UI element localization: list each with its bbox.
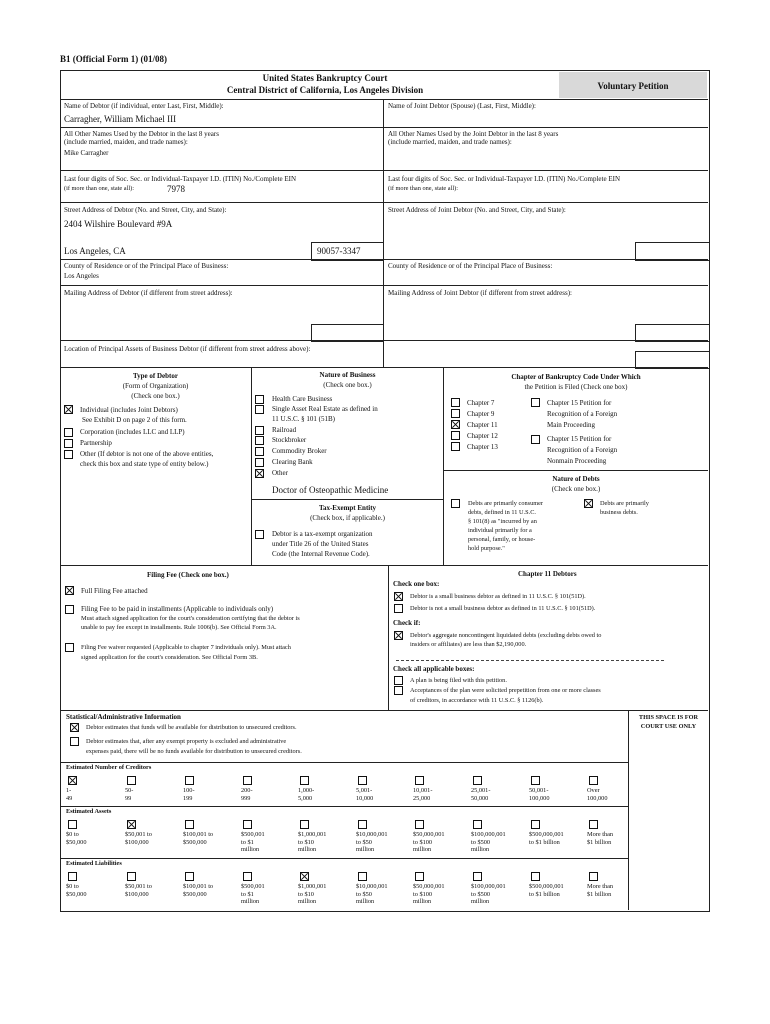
full-fee-checkbox[interactable] [65, 586, 74, 595]
chapter-15-nonmain-label-2: Recognition of a Foreign [547, 446, 618, 454]
creditors-option-3-label: 200- [241, 787, 253, 794]
corporation-label: Corporation (includes LLC and LLP) [80, 428, 185, 436]
not-small-business-checkbox[interactable] [394, 604, 403, 613]
plan-filed-label: A plan is being filed with this petition. [410, 677, 507, 684]
tax-exempt-sub: (Check box, if applicable.) [310, 514, 385, 522]
debtor-other-names-label: All Other Names Used by the Debtor in the last 8 years [64, 130, 219, 138]
liabilities-option-8-checkbox[interactable] [531, 872, 540, 881]
assets-option-2-checkbox[interactable] [185, 820, 194, 829]
chapter-11-checkbox[interactable] [451, 420, 460, 429]
assets-option-4-label: million [298, 846, 317, 853]
creditors-option-5-label: 10,000 [356, 794, 374, 802]
other-entity-note: check this box and state type of entity below.) [80, 460, 209, 468]
chapter-7-label: Chapter 7 [467, 399, 495, 407]
liabilities-option-1-label: $100,000 [125, 890, 149, 898]
liabilities-option-3-label: million [241, 898, 260, 905]
railroad-label: Railroad [272, 426, 297, 434]
liabilities-option-4-checkbox[interactable] [300, 872, 309, 881]
health-care-checkbox[interactable] [255, 395, 264, 404]
liabilities-option-3-checkbox[interactable] [243, 872, 252, 881]
filing-fee-title: Filing Fee (Check one box.) [147, 571, 229, 579]
other-entity-label: Other (If debtor is not one of the above entities, [80, 450, 214, 458]
liabilities-option-3-label: $500,001 [241, 883, 265, 890]
nature-of-debts-sub: (Check one box.) [551, 485, 601, 493]
liabilities-option-0-checkbox[interactable] [68, 872, 77, 881]
creditors-option-8-label: 50,001- [529, 787, 549, 794]
creditors-option-6-label: 10,001- [413, 787, 433, 794]
other-entity-checkbox[interactable] [64, 450, 73, 459]
creditors-grid [60, 762, 628, 806]
assets-option-3-label: to $1 [241, 838, 254, 846]
installments-label: Filing Fee to be paid in installments (Applicable to individuals only) [81, 605, 274, 613]
clearing-bank-checkbox[interactable] [255, 458, 264, 467]
chapter11-check-all: Check all applicable boxes: [393, 665, 475, 673]
aggregate-debts-checkbox[interactable] [394, 631, 403, 640]
chapter-13-label: Chapter 13 [467, 443, 498, 451]
railroad-checkbox[interactable] [255, 426, 264, 435]
liabilities-option-2-label: $100,001 to [183, 883, 214, 890]
assets-option-3-checkbox[interactable] [243, 820, 252, 829]
consumer-debts-2: debts, defined in 11 U.S.C. [468, 509, 536, 516]
joint-other-names-label: All Other Names Used by the Joint Debtor in the last 8 years [388, 130, 559, 138]
assets-option-3-label: million [241, 846, 260, 853]
debtor-tax-id: 7978 [167, 184, 185, 194]
consumer-debts-1: Debts are primarily consumer [468, 500, 544, 507]
aggregate-debts-2: insiders or affiliates) are less than $2,190,000. [410, 641, 527, 648]
creditors-option-0-label: 1- [66, 787, 72, 794]
chapter-15-main-label: Chapter 15 Petition for [547, 399, 612, 407]
creditors-option-1-label: 50- [125, 787, 134, 794]
nature-of-business-title: Nature of Business [319, 371, 376, 379]
stockbroker-checkbox[interactable] [255, 436, 264, 445]
assets-grid [60, 806, 628, 858]
assets-option-2-label: $500,000 [183, 838, 207, 846]
assets-option-0-label: $50,000 [66, 838, 87, 846]
assets-option-4-checkbox[interactable] [300, 820, 309, 829]
assets-option-6-checkbox[interactable] [415, 820, 424, 829]
consumer-debts-4: individual primarily for a [468, 527, 532, 534]
liabilities-option-2-checkbox[interactable] [185, 872, 194, 881]
assets-option-4-label: $1,000,001 [298, 831, 327, 838]
chapter-13-checkbox[interactable] [451, 442, 460, 451]
chapter-title: Chapter of Bankruptcy Code Under Which [511, 373, 641, 381]
creditors-option-0-label: 49 [66, 794, 73, 802]
assets-title: Estimated Assets [66, 808, 112, 815]
liabilities-title: Estimated Liabilities [66, 860, 122, 867]
other-business-value: Doctor of Osteopathic Medicine [272, 485, 389, 495]
liabilities-option-0-label: $50,000 [66, 890, 87, 898]
installments-note-1: Must attach signed application for the court's consideration certifying that the debtor is [81, 615, 300, 622]
liabilities-option-7-label: to $500 [471, 890, 491, 898]
debtor-name-label: Name of Debtor (if individual, enter Last, First, Middle): [64, 102, 224, 110]
chapter-15-main-label-2: Recognition of a Foreign [547, 410, 618, 418]
partnership-label: Partnership [80, 439, 112, 447]
assets-option-8-label: $500,000,001 [529, 831, 564, 838]
other-business-label: Other [272, 469, 288, 477]
liabilities-option-5-label: to $50 [356, 890, 372, 898]
liabilities-option-6-checkbox[interactable] [415, 872, 424, 881]
other-business-checkbox[interactable] [255, 469, 264, 478]
assets-option-4-label: to $10 [298, 838, 314, 846]
chapter-11-label: Chapter 11 [467, 421, 498, 429]
joint-tax-label-2: (if more than one, state all): [388, 185, 458, 192]
debtor-tax-label-2: (if more than one, state all): [64, 185, 134, 192]
chapter-7-checkbox[interactable] [451, 398, 460, 407]
liabilities-option-6-label: $50,000,001 [413, 883, 445, 890]
no-funds-label-1: Debtor estimates that, after any exempt property is excluded and administrative [86, 738, 287, 745]
chapter-12-checkbox[interactable] [451, 431, 460, 440]
individual-note: See Exhibit D on page 2 of this form. [82, 416, 187, 424]
debtor-street: 2404 Wilshire Boulevard #9A [64, 219, 173, 229]
location-label: Location of Principal Assets of Business Debtor (if different from street address above): [64, 345, 311, 353]
assets-option-1-label: $50,001 to [125, 831, 152, 838]
creditors-option-5-label: 5,001- [356, 787, 373, 794]
tax-exempt-title: Tax-Exempt Entity [318, 504, 377, 512]
liabilities-option-9-label: More than [587, 883, 614, 890]
installments-checkbox[interactable] [65, 605, 74, 614]
creditors-option-9-checkbox[interactable] [589, 776, 598, 785]
assets-option-3-label: $500,001 [241, 831, 265, 838]
court-use-2: COURT USE ONLY [640, 723, 697, 730]
creditors-option-7-checkbox[interactable] [473, 776, 482, 785]
assets-option-9-checkbox[interactable] [589, 820, 598, 829]
assets-option-5-label: million [356, 846, 375, 853]
single-asset-label: Single Asset Real Estate as defined in [272, 405, 378, 413]
creditors-option-3-label: 999 [241, 794, 251, 802]
assets-option-1-checkbox[interactable] [127, 820, 136, 829]
consumer-debts-checkbox[interactable] [451, 499, 460, 508]
liabilities-option-0-label: $0 to [66, 883, 79, 890]
tax-exempt-checkbox[interactable] [255, 530, 264, 539]
creditors-option-9-label: Over [587, 787, 600, 794]
liabilities-option-4-label: million [298, 898, 317, 905]
liabilities-option-8-label: $500,000,001 [529, 883, 564, 890]
court-district: Central District of California, Los Angeles Division [226, 85, 424, 95]
chapter11-dashed-divider [396, 660, 664, 661]
joint-tax-label: Last four digits of Soc. Sec. or Individual-Taxpayer I.D. (ITIN) No./Complete EIN [388, 175, 621, 183]
liabilities-option-9-label: $1 billion [587, 890, 612, 898]
chapter-15-main-checkbox[interactable] [531, 398, 540, 407]
assets-option-7-label: $100,000,001 [471, 831, 506, 838]
creditors-option-8-label: 100,000 [529, 794, 550, 802]
acceptances-label-2: of creditors, in accordance with 11 U.S.C. § 1126(b). [410, 697, 544, 704]
chapter-9-label: Chapter 9 [467, 410, 495, 418]
liabilities-option-1-checkbox[interactable] [127, 872, 136, 881]
assets-option-5-checkbox[interactable] [358, 820, 367, 829]
debtor-street-label: Street Address of Debtor (No. and Street, City, and State): [64, 206, 227, 214]
debtor-zip: 90057-3347 [317, 246, 361, 256]
liabilities-option-5-label: $10,000,001 [356, 883, 388, 890]
liabilities-option-6-label: to $100 [413, 890, 433, 898]
business-debts-2: business debts. [600, 509, 638, 516]
creditors-option-6-label: 25,000 [413, 794, 431, 802]
acceptances-checkbox[interactable] [394, 686, 403, 695]
debtor-county: Los Angeles [64, 272, 99, 280]
no-funds-checkbox[interactable] [70, 737, 79, 746]
creditors-option-3-checkbox[interactable] [243, 776, 252, 785]
debtor-tax-label: Last four digits of Soc. Sec. or Individual-Taxpayer I.D. (ITIN) No./Complete EIN [64, 175, 297, 183]
assets-option-7-label: million [471, 846, 490, 853]
court-title: United States Bankruptcy Court [262, 73, 388, 83]
full-fee-label: Full Filing Fee attached [81, 587, 148, 595]
chapter-15-nonmain-label-3: Nonmain Proceeding [547, 457, 607, 465]
creditors-option-7-label: 50,000 [471, 794, 489, 802]
liabilities-option-5-checkbox[interactable] [358, 872, 367, 881]
assets-option-1-label: $100,000 [125, 838, 149, 846]
nature-of-debts-title: Nature of Debts [552, 475, 600, 483]
assets-option-0-checkbox[interactable] [68, 820, 77, 829]
not-small-business-label: Debtor is not a small business debtor as defined in 11 U.S.C. § 101(51D). [410, 605, 596, 612]
type-of-debtor-sub2: (Check one box.) [131, 392, 180, 400]
assets-option-8-checkbox[interactable] [531, 820, 540, 829]
chapter-15-main-label-3: Main Proceeding [547, 421, 596, 429]
assets-option-7-label: to $500 [471, 838, 491, 846]
joint-other-names-label-2: (include married, maiden, and trade names): [388, 138, 512, 146]
creditors-option-4-checkbox[interactable] [300, 776, 309, 785]
liabilities-option-7-label: million [471, 898, 490, 905]
corporation-checkbox[interactable] [64, 428, 73, 437]
small-business-checkbox[interactable] [394, 592, 403, 601]
assets-option-6-label: $50,000,001 [413, 831, 445, 838]
liabilities-option-4-label: $1,000,001 [298, 883, 327, 890]
chapter-12-label: Chapter 12 [467, 432, 498, 440]
chapter-15-nonmain-checkbox[interactable] [531, 435, 540, 444]
assets-option-9-label: $1 billion [587, 838, 612, 846]
commodity-broker-label: Commodity Broker [272, 447, 327, 455]
clearing-bank-label: Clearing Bank [272, 458, 313, 466]
liabilities-option-2-label: $500,000 [183, 890, 207, 898]
creditors-option-1-label: 99 [125, 794, 132, 802]
chapter-title-2: the Petition is Filed (Check one box) [524, 383, 628, 391]
small-business-label: Debtor is a small business debtor as defined in 11 U.S.C. § 101(51D). [410, 593, 586, 600]
creditors-option-9-label: 100,000 [587, 794, 608, 802]
joint-county-label: County of Residence or of the Principal Place of Business: [388, 262, 553, 270]
assets-option-5-label: $10,000,001 [356, 831, 388, 838]
creditors-option-0-checkbox[interactable] [68, 776, 77, 785]
liabilities-option-4-label: to $10 [298, 890, 314, 898]
assets-option-2-label: $100,001 to [183, 831, 214, 838]
aggregate-debts-1: Debtor's aggregate noncontingent liquidated debts (excluding debts owed to [410, 632, 602, 639]
fee-waiver-checkbox[interactable] [65, 643, 74, 652]
debtor-county-label: County of Residence or of the Principal Place of Business: [64, 262, 229, 270]
business-debts-checkbox[interactable] [584, 499, 593, 508]
funds-available-checkbox[interactable] [70, 723, 79, 732]
liabilities-option-7-checkbox[interactable] [473, 872, 482, 881]
tax-exempt-line1: Debtor is a tax-exempt organization [272, 530, 373, 538]
funds-available-label: Debtor estimates that funds will be available for distribution to unsecured creditors. [86, 724, 297, 731]
individual-label: Individual (includes Joint Debtors) [80, 406, 178, 414]
individual-checkbox[interactable] [64, 405, 73, 414]
chapter11-check-if: Check if: [393, 619, 421, 627]
liabilities-option-5-label: million [356, 898, 375, 905]
consumer-debts-3: § 101(8) as "incurred by an [468, 518, 537, 525]
debtor-mailing-label: Mailing Address of Debtor (if different from street address): [64, 289, 233, 297]
liabilities-option-6-label: million [413, 898, 432, 905]
creditors-option-4-label: 5,000 [298, 794, 313, 802]
type-of-debtor-title: Type of Debtor [133, 372, 178, 380]
debtor-other-names-label-2: (include married, maiden, and trade names): [64, 138, 188, 146]
type-of-debtor-sub1: (Form of Organization) [122, 382, 189, 390]
assets-option-6-label: million [413, 846, 432, 853]
assets-option-6-label: to $100 [413, 838, 433, 846]
joint-mailing-label: Mailing Address of Joint Debtor (if different from street address): [388, 289, 572, 297]
creditors-option-2-label: 199 [183, 794, 193, 802]
chapter11-title: Chapter 11 Debtors [518, 570, 577, 578]
assets-option-8-label: to $1 billion [529, 838, 560, 846]
creditors-option-7-label: 25,001- [471, 787, 491, 794]
creditors-option-4-label: 1,000- [298, 787, 315, 794]
fee-waiver-label: Filing Fee waiver requested (Applicable to chapter 7 individuals only). Must attach [81, 644, 291, 651]
joint-street-label: Street Address of Joint Debtor (No. and Street, City, and State): [388, 206, 566, 214]
nature-of-business-sub: (Check one box.) [323, 381, 372, 389]
debtor-name: Carragher, William Michael III [64, 114, 177, 124]
creditors-option-1-checkbox[interactable] [127, 776, 136, 785]
creditors-title: Estimated Number of Creditors [66, 764, 152, 771]
chapter11-check-one: Check one box: [393, 580, 440, 588]
assets-option-7-checkbox[interactable] [473, 820, 482, 829]
debtor-other-names: Mike Carragher [64, 149, 109, 157]
liabilities-option-3-label: to $1 [241, 890, 254, 898]
tax-exempt-line2: under Title 26 of the United States [272, 540, 369, 548]
acceptances-label-1: Acceptances of the plan were solicited prepetition from one or more classes [410, 687, 601, 694]
tax-exempt-line3: Code (the Internal Revenue Code). [272, 550, 370, 558]
fee-waiver-note: signed application for the court's consideration. See Official Form 3B. [81, 654, 258, 661]
creditors-option-2-label: 100- [183, 787, 195, 794]
liabilities-option-7-label: $100,000,001 [471, 883, 506, 890]
assets-option-5-label: to $50 [356, 838, 372, 846]
installments-note-2: unable to pay fee except in installments. Rule 1006(b). See Official Form 3A. [81, 624, 277, 631]
commodity-broker-checkbox[interactable] [255, 447, 264, 456]
statistical-title: Statistical/Administrative Information [66, 713, 181, 721]
joint-name-label: Name of Joint Debtor (Spouse) (Last, First, Middle): [388, 102, 536, 110]
business-debts-1: Debts are primarily [600, 500, 649, 507]
form-id: B1 (Official Form 1) (01/08) [60, 54, 167, 64]
petition-type: Voluntary Petition [597, 81, 669, 91]
assets-option-9-label: More than [587, 831, 614, 838]
liabilities-option-9-checkbox[interactable] [589, 872, 598, 881]
liabilities-grid [60, 858, 628, 910]
no-funds-label-2: expenses paid, there will be no funds available for distribution to unsecured creditors. [86, 748, 302, 755]
court-use-1: THIS SPACE IS FOR [638, 714, 699, 721]
debtor-city: Los Angeles, CA [64, 246, 126, 256]
health-care-label: Health Care Business [272, 395, 333, 403]
plan-filed-checkbox[interactable] [394, 676, 403, 685]
consumer-debts-6: hold purpose." [468, 545, 505, 552]
chapter-15-nonmain-label: Chapter 15 Petition for [547, 435, 612, 443]
single-asset-note: 11 U.S.C. § 101 (51B) [272, 415, 335, 423]
stockbroker-label: Stockbroker [272, 436, 307, 444]
consumer-debts-5: personal, family, or house- [468, 536, 536, 543]
assets-option-0-label: $0 to [66, 831, 79, 838]
creditors-option-8-checkbox[interactable] [531, 776, 540, 785]
creditors-option-5-checkbox[interactable] [358, 776, 367, 785]
creditors-option-6-checkbox[interactable] [415, 776, 424, 785]
creditors-option-2-checkbox[interactable] [185, 776, 194, 785]
liabilities-option-8-label: to $1 billion [529, 890, 560, 898]
partnership-checkbox[interactable] [64, 439, 73, 448]
chapter-9-checkbox[interactable] [451, 409, 460, 418]
liabilities-option-1-label: $50,001 to [125, 883, 152, 890]
single-asset-checkbox[interactable] [255, 405, 264, 414]
